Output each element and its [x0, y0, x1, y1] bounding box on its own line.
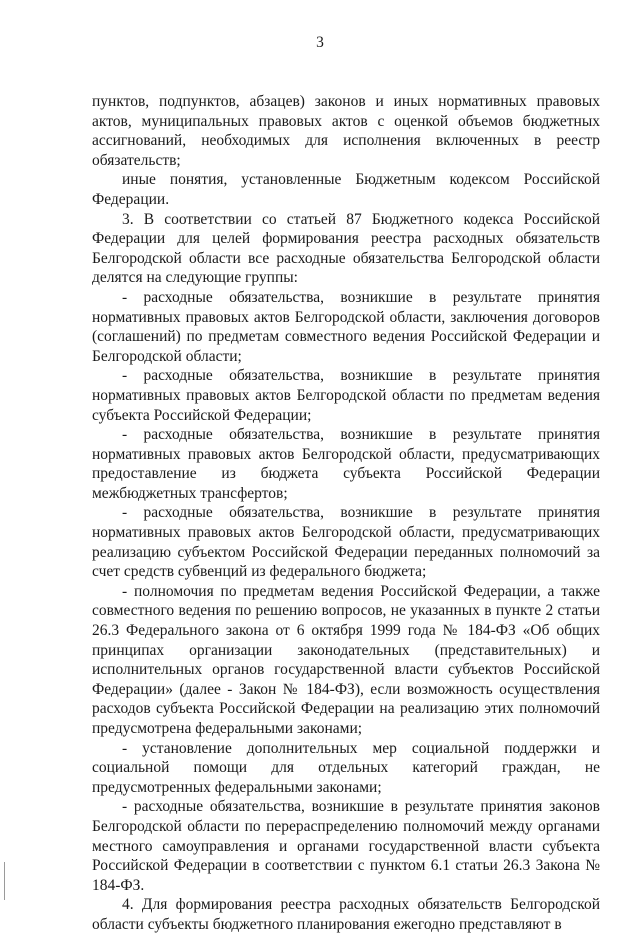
list-item: - расходные обязательства, возникшие в результате принятия нормативных правовых актов Белгородской области по предметам ведения субъекта Российской Федерации; — [92, 367, 600, 424]
paragraph-section-3: 3. В соответствии со статьей 87 Бюджетного кодекса Российской Федерации для целей формирования реестра расходных обязательств Белгородской области все расходные обязательства Белгородской области делятся на следующие группы: — [92, 210, 600, 287]
paragraph-section-4: 4. Для формирования реестра расходных обязательств Белгородской области субъекты бюджетного планирования ежегодно представляют в — [92, 896, 600, 933]
list-item: - расходные обязательства, возникшие в результате принятия законов Белгородской области по перераспределению полномочий между органами местного самоуправления и органами государственной власти субъекта Российской Федерации в соответствии с пунктом 6.1 статьи 26.3 Закона № 184-ФЗ. — [92, 798, 600, 894]
scan-edge-line — [4, 862, 5, 900]
list-item: - расходные обязательства, возникшие в результате принятия нормативных правовых актов Белгородской области, предусматривающих предоставление из бюджета субъекта Российской Федерации межбюджетных трансфертов; — [92, 426, 600, 502]
page-number: 3 — [316, 34, 324, 51]
list-item: - расходные обязательства, возникшие в результате принятия нормативных правовых актов Белгородской области, предусматривающих реализацию субъектом Российской Федерации переданных полномочий за счет средств субвенций из федерального бюджета; — [92, 504, 600, 581]
list-item: - расходные обязательства, возникшие в результате принятия нормативных правовых актов Белгородской области, заключения договоров (соглашений) по предметам совместного ведения Российской Федерации и Белгородской области; — [92, 288, 600, 365]
paragraph: пунктов, подпунктов, абзацев) законов и иных нормативных правовых актов, муниципальных правовых актов с оценкой объемов бюджетных ассигнований, необходимых для исполнения включенных в реестр обязательств; — [92, 93, 600, 169]
document-body — [92, 92, 600, 935]
paragraph: иные понятия, установленные Бюджетным кодексом Российской Федерации. — [92, 171, 600, 208]
list-item: - полномочия по предметам ведения Российской Федерации, а также совместного ведения по решению вопросов, не указанных в пункте 2 статьи 26.3 Федерального закона от 6 октября 1999 года № 184-ФЗ «Об общих принципах организации законодательных (представительных) и исполнительных органов государственной власти субъектов Российской Федерации» (далее - Закон № 184-ФЗ), если возможность осуществления расходов субъекта Российской Федерации на реализацию этих полномочий предусмотрена федеральными законами; — [92, 582, 600, 737]
list-item: - установление дополнительных мер социальной поддержки и социальной помощи для отдельных категорий граждан, не предусмотренных федеральными законами; — [92, 739, 600, 796]
